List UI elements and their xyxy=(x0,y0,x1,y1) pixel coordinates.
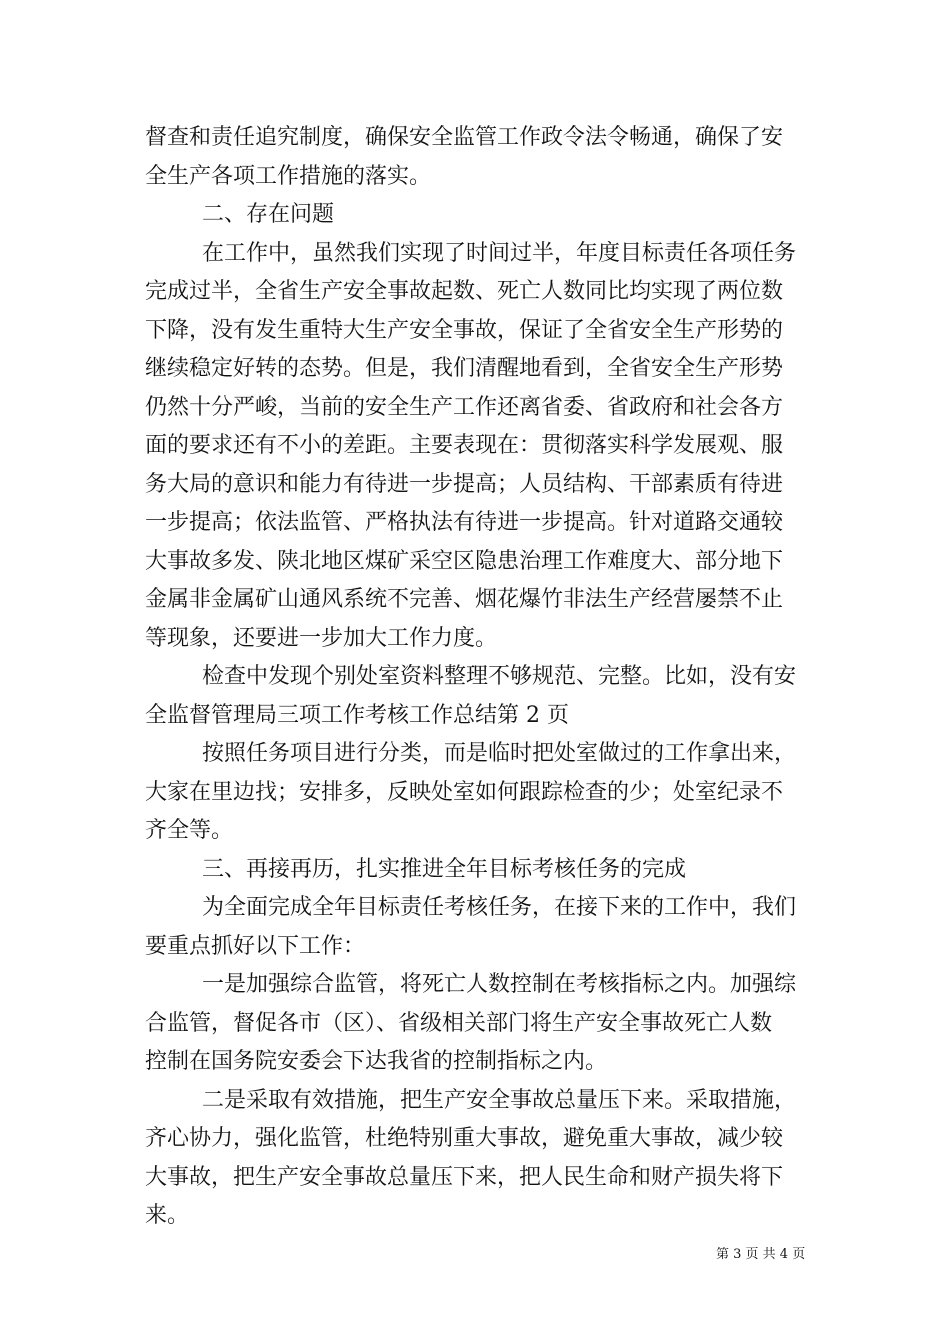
text-line: 齐心协力，强化监管，杜绝特别重大事故，避免重大事故，减少较 xyxy=(145,1126,784,1151)
text-line: 完成过半，全省生产安全事故起数、死亡人数同比均实现了两位数 xyxy=(145,279,784,304)
text-line: 来。 xyxy=(145,1203,190,1228)
text-line: 务大局的意识和能力有待进一步提高；人员结构、干部素质有待进 xyxy=(145,472,784,497)
text-line: 大事故，把生产安全事故总量压下来，把人民生命和财产损失将下 xyxy=(145,1165,784,1190)
text-line: 等现象，还要进一步加大工作力度。 xyxy=(145,626,498,651)
text-line: 一步提高；依法监管、严格执法有待进一步提高。针对道路交通较 xyxy=(145,510,784,535)
text-line: 继续稳定好转的态势。但是，我们清醒地看到，全省安全生产形势 xyxy=(145,356,784,381)
text-line: 为全面完成全年目标责任考核任务，在接下来的工作中，我们 xyxy=(202,895,797,920)
section-heading: 三、再接再历，扎实推进全年目标考核任务的完成 xyxy=(202,857,687,882)
text-line: 在工作中，虽然我们实现了时间过半，年度目标责任各项任务 xyxy=(202,241,797,266)
text-line: 齐全等。 xyxy=(145,818,234,843)
text-line: 控制在国务院安委会下达我省的控制指标之内。 xyxy=(145,1049,608,1074)
text-line: 合监管，督促各市（区）、省级相关部门将生产安全事故死亡人数 xyxy=(145,1011,773,1036)
text-line: 金属非金属矿山通风系统不完善、烟花爆竹非法生产经营屡禁不止 xyxy=(145,587,784,612)
text-line: 全监督管理局三项工作考核工作总结第 2 页 xyxy=(145,703,569,728)
text-line: 二是采取有效措施，把生产安全事故总量压下来。采取措施， xyxy=(202,1088,797,1113)
text-line: 面的要求还有不小的差距。主要表现在：贯彻落实科学发展观、服 xyxy=(145,433,784,458)
text-line: 按照任务项目进行分类，而是临时把处室做过的工作拿出来， xyxy=(202,741,797,766)
page-number: 第 3 页 共 4 页 xyxy=(716,1247,806,1262)
text-line: 下降，没有发生重特大生产安全事故，保证了全省安全生产形势的 xyxy=(145,318,784,343)
section-heading: 二、存在问题 xyxy=(202,202,335,227)
text-line: 大事故多发、陕北地区煤矿采空区隐患治理工作难度大、部分地下 xyxy=(145,549,784,574)
text-line: 检查中发现个别处室资料整理不够规范、完整。比如，没有安 xyxy=(202,664,797,689)
text-line: 一是加强综合监管，将死亡人数控制在考核指标之内。加强综 xyxy=(202,972,797,997)
text-line: 仍然十分严峻，当前的安全生产工作还离省委、省政府和社会各方 xyxy=(145,395,784,420)
text-line: 要重点抓好以下工作： xyxy=(145,934,366,959)
text-line: 督查和责任追究制度，确保安全监管工作政令法令畅通，确保了安 xyxy=(145,125,784,150)
text-line: 大家在里边找；安排多，反映处室如何跟踪检查的少；处室纪录不 xyxy=(145,780,784,805)
text-line: 全生产各项工作措施的落实。 xyxy=(145,164,432,189)
